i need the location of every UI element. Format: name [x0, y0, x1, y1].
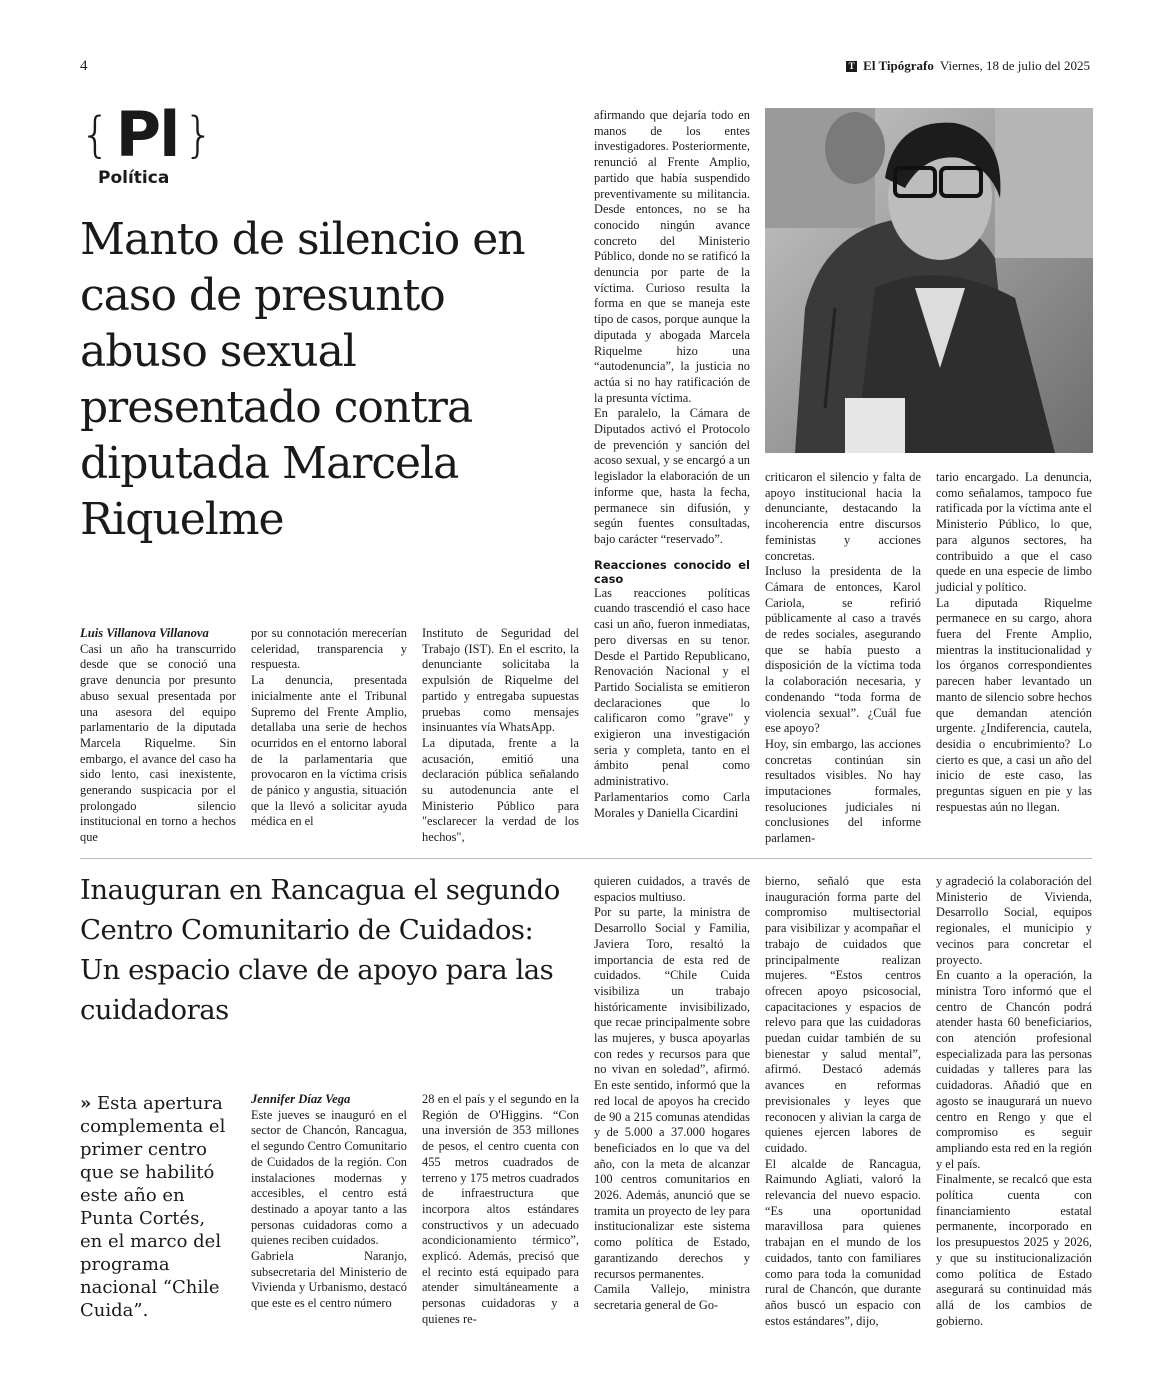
- paragraph: 28 en el país y el segundo en la Región de O'Higgins. “Con una inversión de 353 millones de pesos, el centro cuenta con 455 metros cuadrados de terreno y 175 metros cuadrados de infraestructura que incorpora altos estándares constructivos y un adecuado acondicionamiento térmico”, explicó. Además, precisó que el recinto está equipado para atender simultáneamente a personas cuidadoras y a quienes re-: [422, 1092, 579, 1326]
- brace-close: }: [183, 107, 214, 163]
- section-label: Política: [98, 168, 170, 188]
- article1-column-5: [765, 470, 921, 847]
- section-mark: [80, 100, 214, 170]
- article1-column-4: [594, 108, 750, 821]
- paragraph: quieren cuidados, a través de espacios multiuso.: [594, 874, 750, 904]
- article1-column-3: [422, 626, 579, 846]
- paragraph: Casi un año ha transcurrido desde que se conoció una grave denuncia por presunto abuso sexual presentada por una asesora del equipo parlamentario de la diputada Marcela Riquelme. Sin embargo, el avance del caso ha sido lento, casi inexistente, generando suspicacia por el prolongado silencio institucional en torno a hechos que: [80, 641, 236, 845]
- article2-column-5: [936, 874, 1092, 1329]
- section-divider: [80, 858, 1092, 859]
- paragraph: criticaron el silencio y falta de apoyo institucional hacia la denunciante, destacando la incoherencia entre discursos feministas y acciones concretas.: [765, 470, 921, 563]
- article1-subheading: Reacciones conocido el caso: [594, 557, 750, 586]
- masthead: [846, 58, 1090, 74]
- paragraph: Incluso la presidenta de la Cámara de entonces, Karol Cariola, se refirió públicamente al caso a través de redes sociales, asegurando que se había puesto a disposición de la víctima toda la colaboración necesaria, y condenando “toda forma de violencia sexual”. ¿Cuál fue ese apoyo?: [765, 564, 921, 736]
- article1-photo: [765, 108, 1093, 453]
- section-abbr: Pl: [115, 98, 179, 171]
- paragraph: Las reacciones políticas cuando trascendió el caso hace casi un año, fueron inmediatas, pero diversas en su tenor. Desde el Partido Republicano, Renovación Nacional y el Partido Socialista se emitieron declaraciones que lo calificaron como "grave" y exigieron una investigación seria y completa, tanto en el ámbito penal como administrativo.: [594, 585, 750, 789]
- paragraph: Hoy, sin embargo, las acciones concretas continúan sin resultados visibles. No hay imputaciones formales, resoluciones judiciales ni conclusiones del informe parlamen-: [765, 736, 921, 846]
- article2-column-2: [422, 1092, 579, 1328]
- paragraph: La diputada Riquelme permanece en su cargo, ahora fuera del Frente Amplio, mientras la institucionalidad y los órganos correspondientes parecen haber levantado un manto de silencio sobre hechos que demandan atención urgente. ¿Indiferencia, cautela, desidia o encubrimiento? Lo cierto es que, a casi un año del inicio de este caso, las preguntas siguen en pie y las respuestas aún no llegan.: [936, 595, 1092, 814]
- paragraph: bierno, señaló que esta inauguración forma parte del compromiso multisectorial para visibilizar y acompañar el trabajo de cuidados que principalmente realizan mujeres. “Estos centros ofrecen apoyo psicosocial, capacitaciones y espacios de relevo para que las cuidadoras puedan cuidar también de su bienestar y salud mental”, afirmó. Destacó además avances en reformas previsionales y leyes que reconocen y alivian la carga de quienes ejercen labores de cuidado.: [765, 874, 921, 1155]
- paragraph: tario encargado. La denuncia, como señalamos, tampoco fue ratificada por la víctima ante el Ministerio Público, lo que, para algunos sectores, ha contribuido a que el caso quede en una especie de limbo judicial y político.: [936, 470, 1092, 594]
- paragraph: Camila Vallejo, ministra secretaria general de Go-: [594, 1282, 750, 1312]
- paragraph: El alcalde de Rancagua, Raimundo Agliati, valoró la relevancia del nuevo espacio. “Es una oportunidad maravillosa para quienes trabajan en el mundo de los cuidados, tanto con familiares como para toda la comunidad rural de Chancón, que durante años buscó un espacio con estos estándares”, dijo,: [765, 1156, 921, 1328]
- paragraph: Gabriela Naranjo, subsecretaria del Ministerio de Vivienda y Urbanismo, destacó que este es el centro número: [251, 1249, 407, 1311]
- article1-byline: Luis Villanova Villanova: [80, 626, 209, 640]
- paragraph: por su connotación merecerían celeridad, transparencia y respuesta.: [251, 626, 407, 672]
- article2-byline: Jennifer Díaz Vega: [251, 1092, 351, 1106]
- paragraph: Instituto de Seguridad del Trabajo (IST). En el escrito, la denunciante solicitaba la expulsión de Riquelme del partido y entregaba supuestas pruebas como mensajes insinuantes vía WhatsApp.: [422, 626, 579, 735]
- article1-column-6: [936, 470, 1092, 815]
- paragraph: Por su parte, la ministra de Desarrollo Social y Familia, Javiera Toro, resaltó la importancia de esta red de cuidados. “Chile Cuida visibiliza un trabajo históricamente invisibilizado, que recae principalmente sobre las mujeres, y busca apoyarlas con redes y recursos para que no vivan en soledad”, afirmó. En este sentido, informó que la red local de apoyos ha crecido de 90 a 215 comunas atendidas y de 5.000 a 37.000 hogares beneficiados en lo que va del año, con la meta de alcanzar 100 centros comunitarios en 2026. Además, anunció que se tramita un proyecto de ley para institucionalizar este sistema como política de Estado, garantizando derechos y recursos permanentes.: [594, 905, 750, 1281]
- paragraph: En cuanto a la operación, la ministra Toro informó que el centro de Chancón podrá atender hasta 60 beneficiarios, con atención profesional especializada para las personas cuidadas y talleres para las cuidadoras. Añadió que en agosto se inaugurará un nuevo centro en Rengo y que el compromiso es seguir ampliando esta red en la región y el país.: [936, 968, 1092, 1171]
- article1-column-1: [80, 626, 236, 846]
- page-number: 4: [80, 58, 88, 74]
- portrait-photo-icon: [765, 108, 1093, 453]
- article2-column-4: [765, 874, 921, 1329]
- article1-headline: Manto de silencio en caso de presunto abuso sexual presentado contra diputada Marcela Riquelme: [80, 214, 525, 545]
- pull-quote: [80, 1092, 230, 1322]
- paragraph: La diputada, frente a la acusación, emitió una declaración pública señalando su autodenuncia ante el Ministerio Público para "esclarecer la verdad de los hechos",: [422, 735, 579, 845]
- paragraph: y agradeció la colaboración del Ministerio de Vivienda, Desarrollo Social, equipos regionales, el municipio y vecinos para concretar el proyecto.: [936, 874, 1092, 967]
- newspaper-logo-icon: T: [846, 61, 857, 72]
- article2-column-3: [594, 874, 750, 1314]
- paragraph: Finalmente, se recalcó que esta política cuenta con financiamiento estatal permanente, incorporado en los presupuestos 2025 y 2026, y que su institucionalización como política de Estado asegurará su continuidad más allá de los cambios de gobierno.: [936, 1172, 1092, 1328]
- article2-headline: Inauguran en Rancagua el segundo Centro Comunitario de Cuidados: Un espacio clave de apoyo para las cuidadoras: [80, 874, 560, 1026]
- newspaper-name: El Tipógrafo: [863, 58, 934, 73]
- pull-quote-text: Esta apertura complementa el primer centro que se habilitó este año en Punta Cortés, en el marco del programa nacional “Chile Cuida”.: [80, 1093, 226, 1321]
- paragraph: Este jueves se inauguró en el sector de Chancón, Rancagua, el segundo Centro Comunitario de Cuidados de la región. Con instalaciones modernas y accesibles, el centro está destinado a apoyar tanto a las personas cuidadoras como a quienes reciben cuidados.: [251, 1107, 407, 1248]
- paragraph: En paralelo, la Cámara de Diputados activó el Protocolo de prevención y sanción del acoso sexual, y se encargó a un legislador la elaboración de un informe que, hasta la fecha, permanece sin difusión, y según fuentes consultadas, bajo carácter “reservado”.: [594, 406, 750, 546]
- issue-date: Viernes, 18 de julio del 2025: [939, 58, 1090, 73]
- article2-column-1: [251, 1092, 407, 1312]
- brace-open: {: [80, 107, 111, 163]
- paragraph: afirmando que dejaría todo en manos de los entes investigadores. Posteriormente, renunció al Frente Amplio, partido que había suspendido preventivamente su militancia. Desde entonces, no se ha conocido ningún avance concreto del Ministerio Público, donde no se ratificó la denuncia por parte de la víctima. Curioso resulta la forma en que se maneja este tipo de casos, porque aunque la diputada y abogada Marcela Riquelme hizo una “autodenuncia”, la justicia no actúa si no hay ratificación de la presunta víctima.: [594, 108, 750, 405]
- paragraph: La denuncia, presentada inicialmente ante el Tribunal Supremo del Frente Amplio, detallaba una serie de hechos ocurridos en el entorno laboral de la parlamentaria que provocaron en la víctima crisis de pánico y angustia, situación que la llevó a solicitar ayuda médica en el: [251, 673, 407, 829]
- article1-column-2: [251, 626, 407, 830]
- quote-chevron-icon: »: [80, 1093, 92, 1114]
- paragraph: Parlamentarios como Carla Morales y Daniella Cicardini: [594, 789, 750, 820]
